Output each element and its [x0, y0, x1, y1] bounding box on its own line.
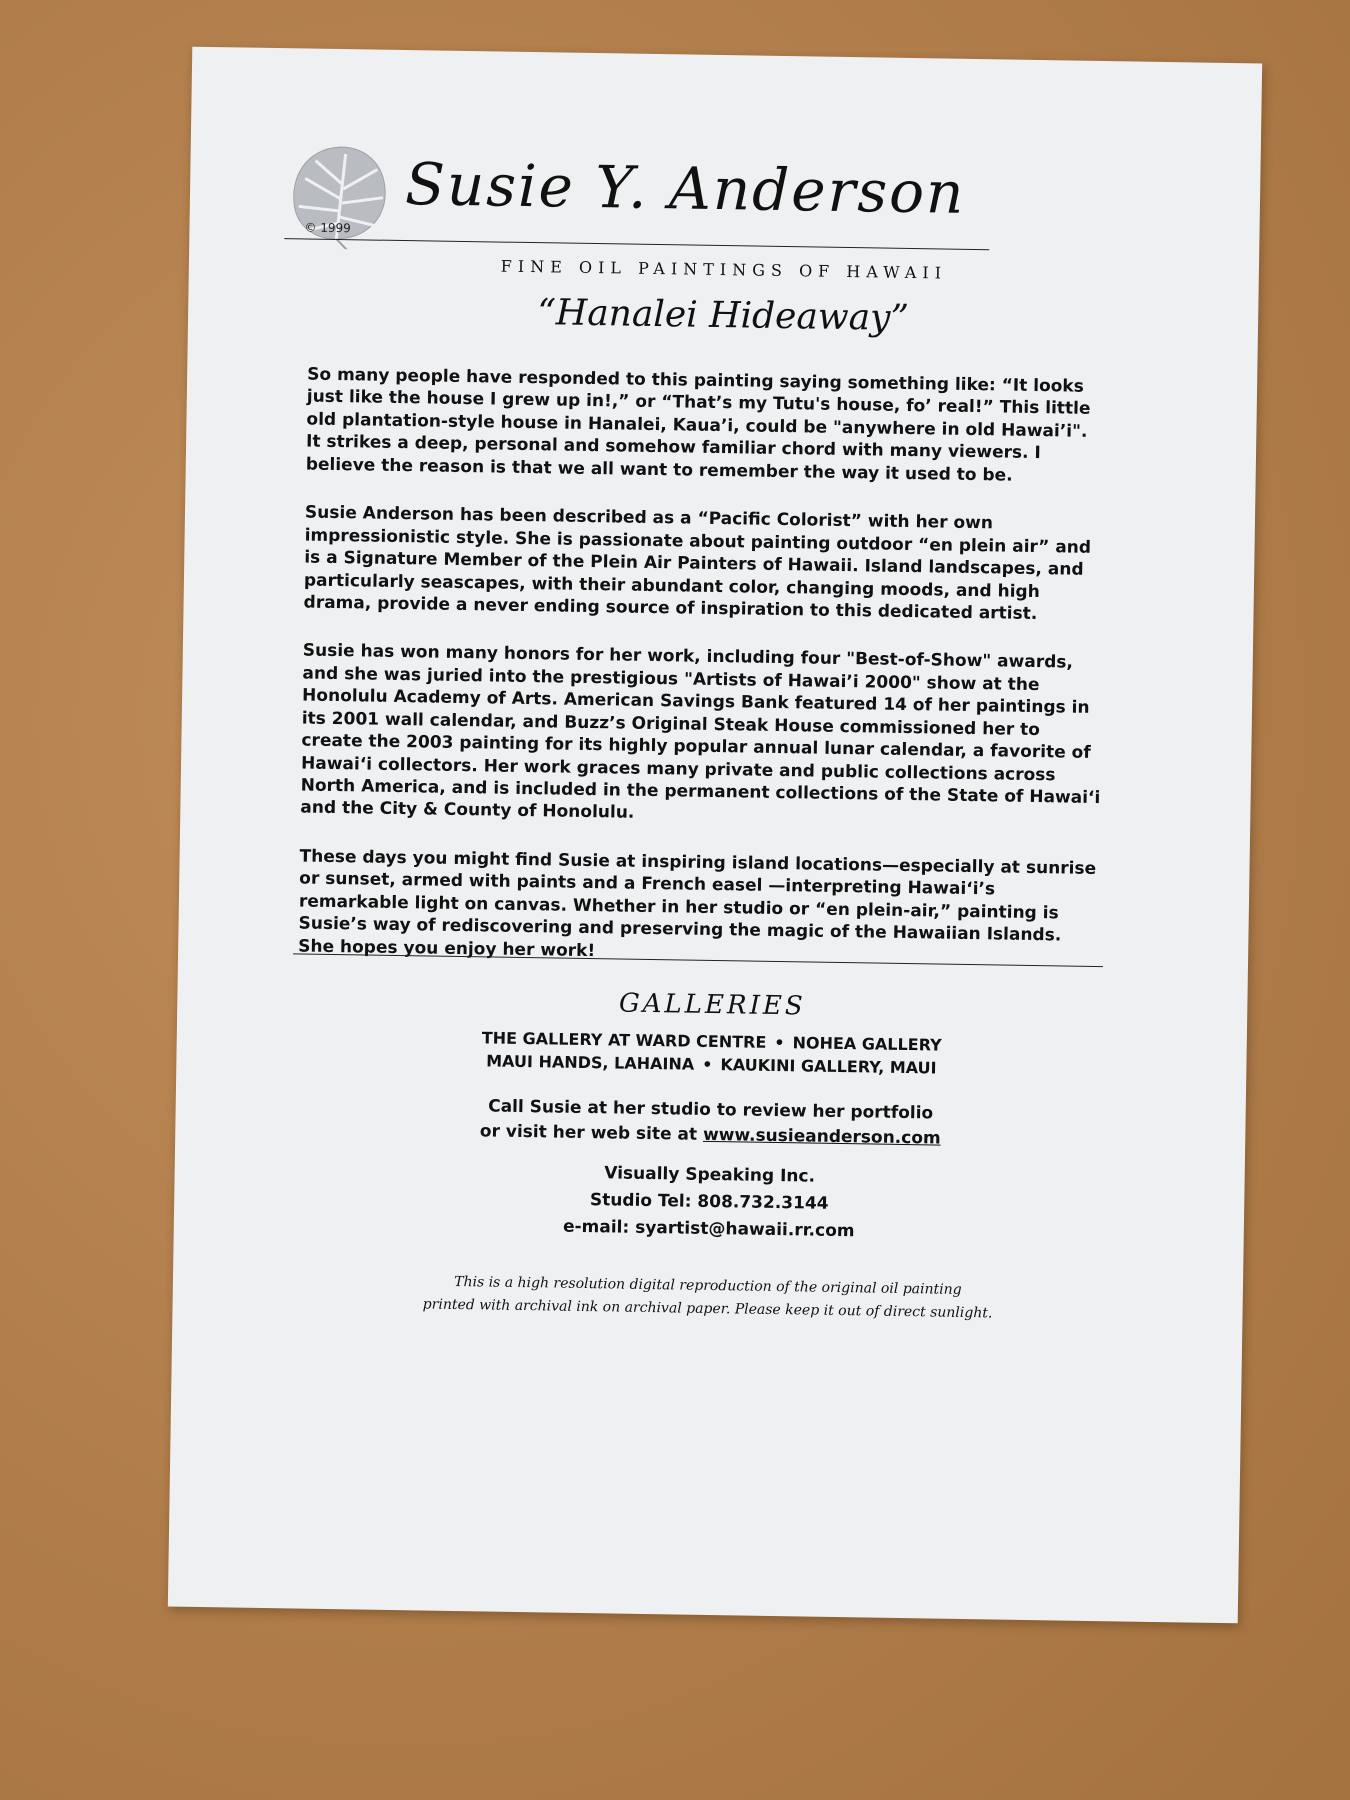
- email-address: e-mail: syartist@hawaii.rr.com: [562, 1216, 855, 1242]
- bullet-separator: •: [702, 1055, 713, 1075]
- website-link[interactable]: www.susieanderson.com: [702, 1124, 941, 1149]
- document-sheet: [168, 47, 1262, 1624]
- disclaimer-line: printed with archival ink on archival paper. Please keep it out of direct sunlight.: [422, 1296, 993, 1322]
- contact-info: [175, 1090, 1246, 1156]
- paragraph: Susie Anderson has been described as a “Pacific Colorist” with her own impressionistic style. She is passionate about painting outdoor “en plein air” and is a Signature Member of the Plein Air Painters of Hawaii. Island landscapes, and particularly seascapes, with their abundant color, changing moods, and high drama, provide a never ending source of inspiration to this dedicated artist.: [303, 502, 1092, 624]
- paragraph: These days you might find Susie at inspiring island locations—especially at sunrise or sunset, armed with paints and a French easel —interpreting Hawai‘i’s remarkable light on canvas. Whether in her studio or “en plein-air,” painting is Susie’s way of rediscovering and preserving the magic of the Hawaiian Islands. She hopes you enjoy her work!: [298, 846, 1097, 961]
- tagline: FINE OIL PAINTINGS OF HAWAII: [500, 256, 948, 283]
- disclaimer-line: This is a high resolution digital reproduction of the original oil painting: [454, 1274, 962, 1299]
- galleries-heading: GALLERIES: [618, 988, 806, 1022]
- artist-name: Susie Y. Anderson: [404, 150, 966, 227]
- bullet-separator: •: [774, 1032, 785, 1053]
- contact-prefix: or visit her web site at: [479, 1121, 704, 1145]
- paragraph: So many people have responded to this painting saying something like: “It looks just like the house I grew up in!,” or “That’s my Tutu's house, fo’ real!” This little old plantation-style house in Hanalei, Kaua’i, could be "anywhere in old Hawai’i". It strikes a deep, personal and somehow familiar chord with many viewers. I believe the reason is that we all want to remember the way it used to be.: [305, 364, 1091, 486]
- gallery-name: NOHEA GALLERY: [792, 1033, 942, 1055]
- description-body: [298, 364, 1108, 997]
- contact-line: Call Susie at her studio to review her portfolio: [488, 1096, 934, 1124]
- paragraph: Susie has won many honors for her work, including four "Best-of-Show" awards, and she was juried into the prestigious "Artists of Hawai’i 2000" show at the Honolulu Academy of Arts. American Savings Bank featured 14 of her paintings in its 2001 wall calendar, and Buzz’s Original Steak House commissioned her to create the 2003 painting for its highly popular annual lunar calendar, a favorite of Hawai‘i collectors. Her work graces many private and public collections across North America, and is included in the permanent collections of the State of Hawai‘i and the City & County of Honolulu.: [300, 640, 1101, 824]
- studio-phone: Studio Tel: 808.732.3144: [589, 1189, 829, 1214]
- disclaimer: [172, 1267, 1243, 1329]
- company-info: [174, 1153, 1245, 1251]
- letterhead: [284, 138, 1086, 271]
- gallery-name: MAUI HANDS, LAHAINA: [486, 1051, 695, 1074]
- gallery-name: KAUKINI GALLERY, MAUI: [720, 1055, 937, 1078]
- gallery-name: THE GALLERY AT WARD CENTRE: [481, 1028, 767, 1052]
- footer: [172, 982, 1247, 1329]
- painting-title: “Hanalei Hideaway”: [537, 292, 910, 339]
- copyright-notice: © 1999: [304, 220, 351, 236]
- company-name: Visually Speaking Inc.: [604, 1162, 816, 1187]
